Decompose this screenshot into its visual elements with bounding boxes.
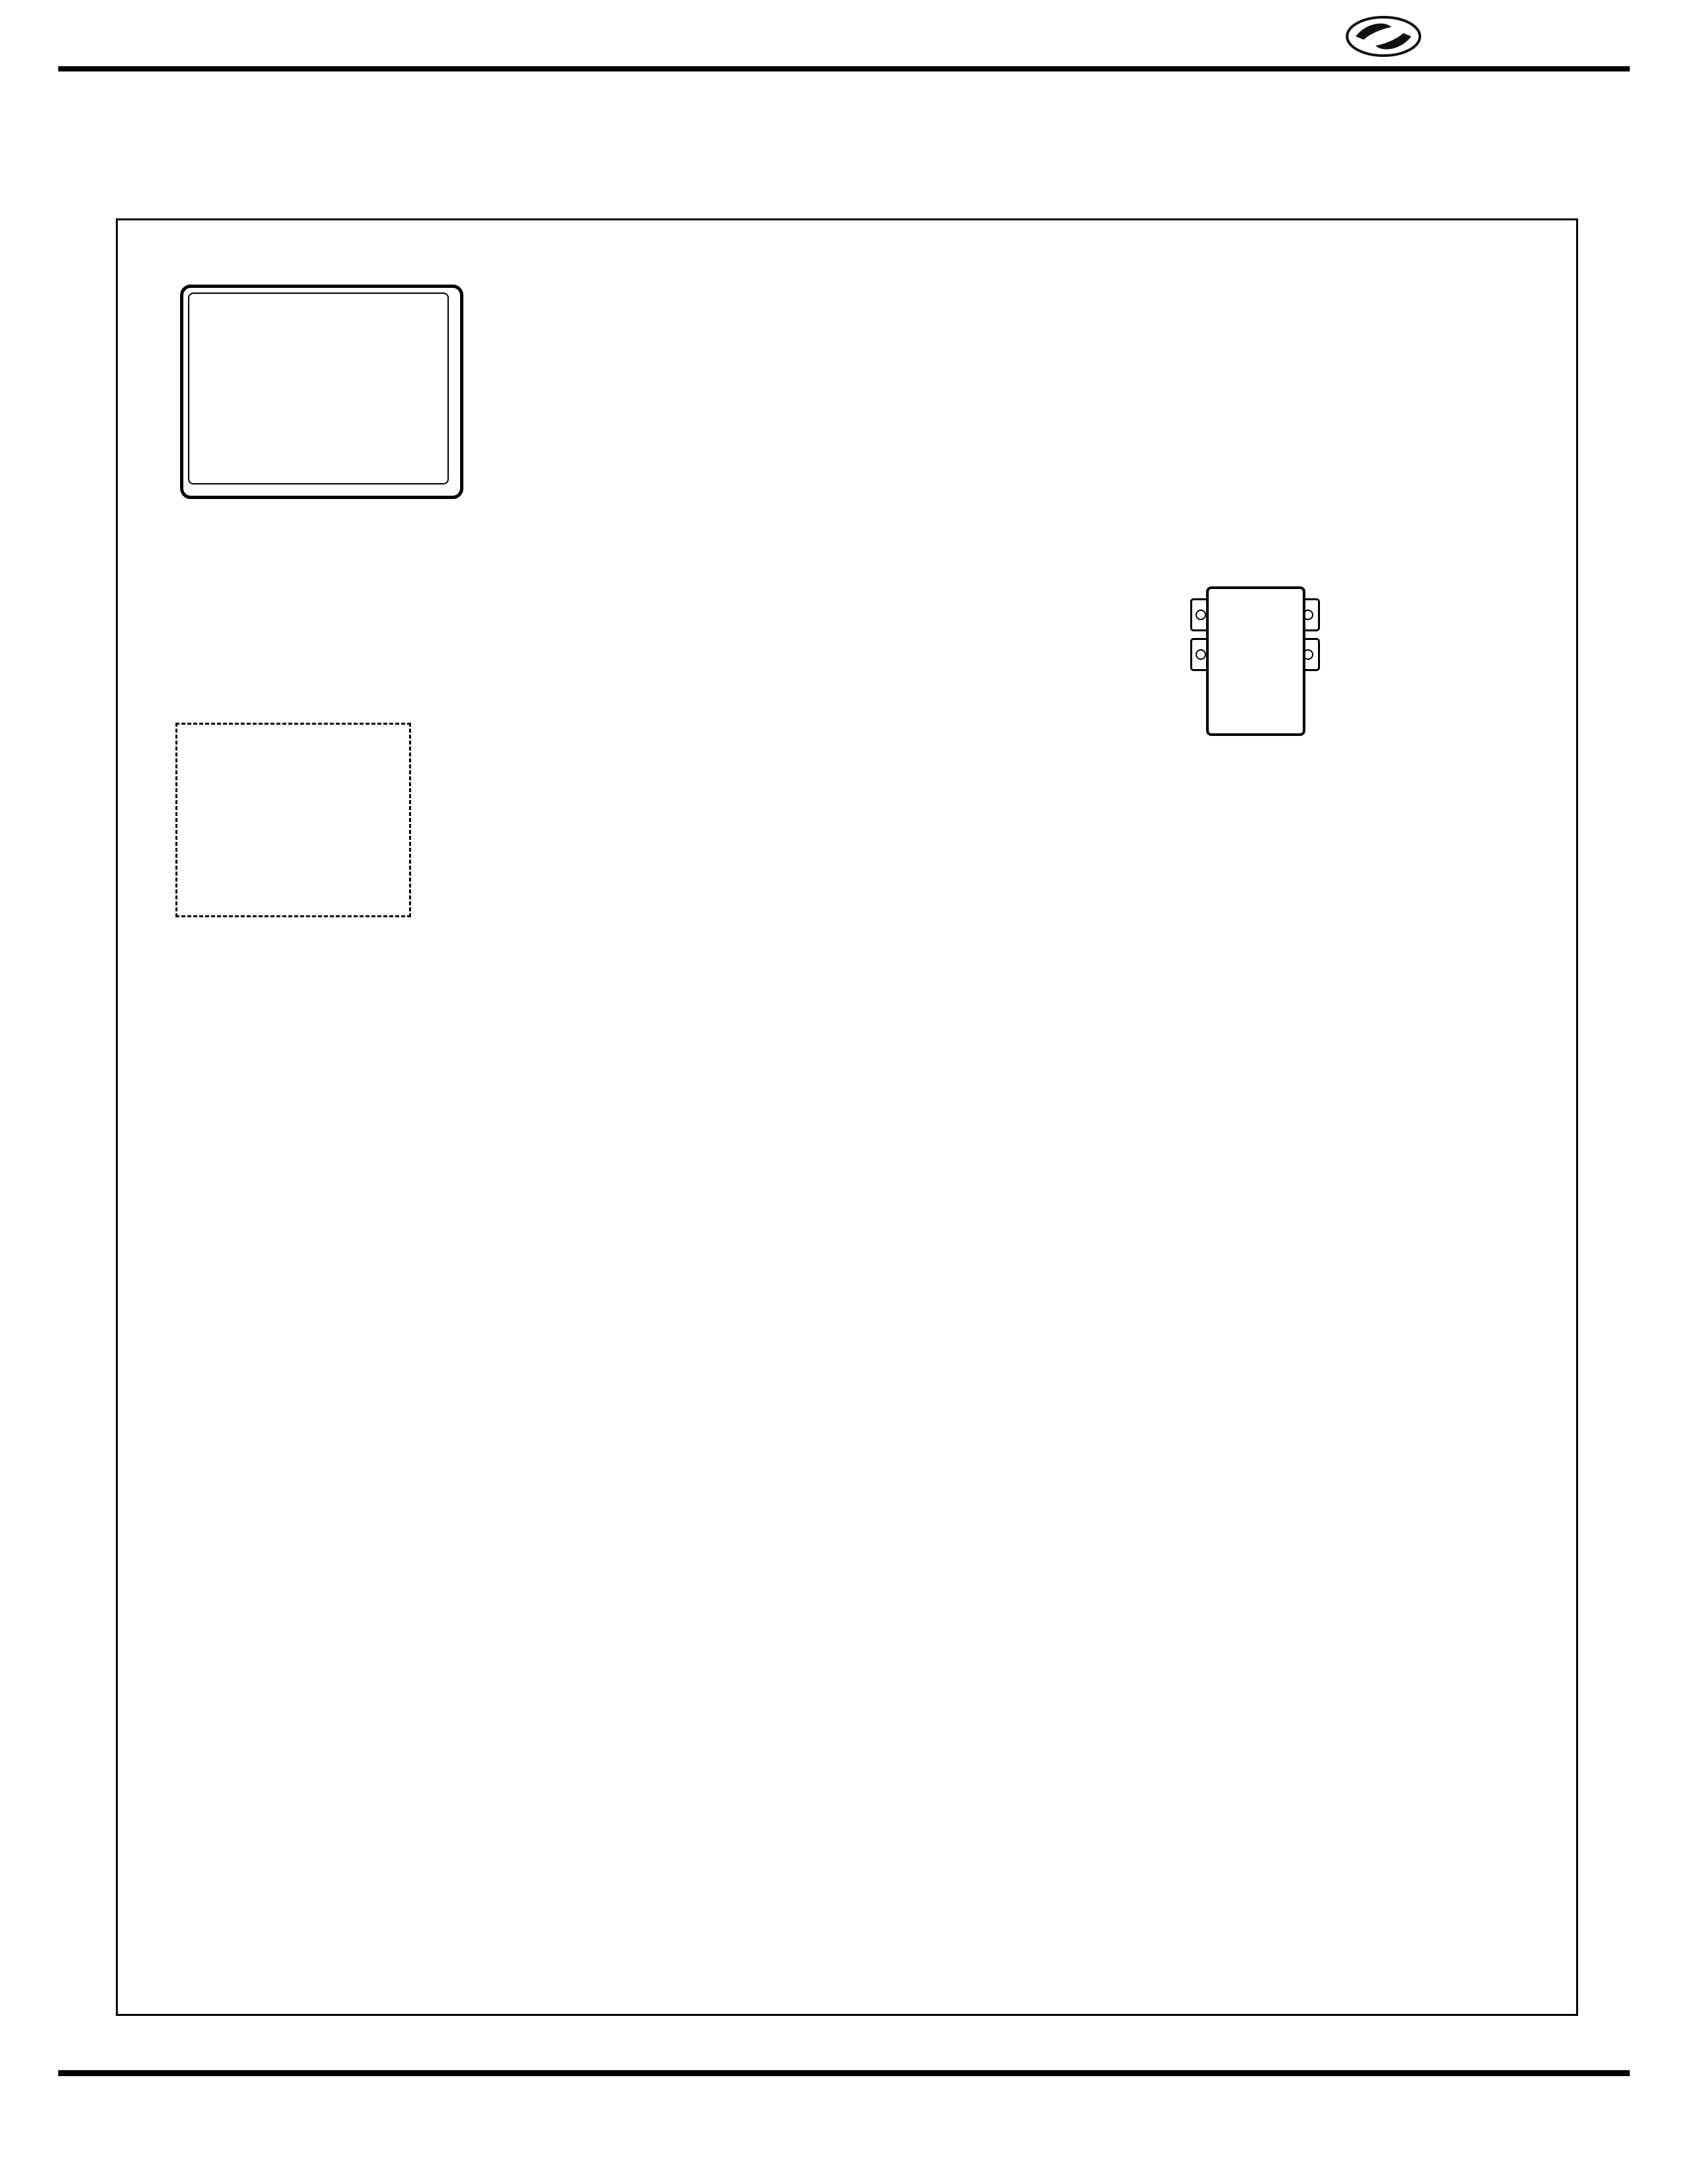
footer-right — [1125, 2089, 1630, 2127]
footer-rule — [58, 2070, 1630, 2076]
